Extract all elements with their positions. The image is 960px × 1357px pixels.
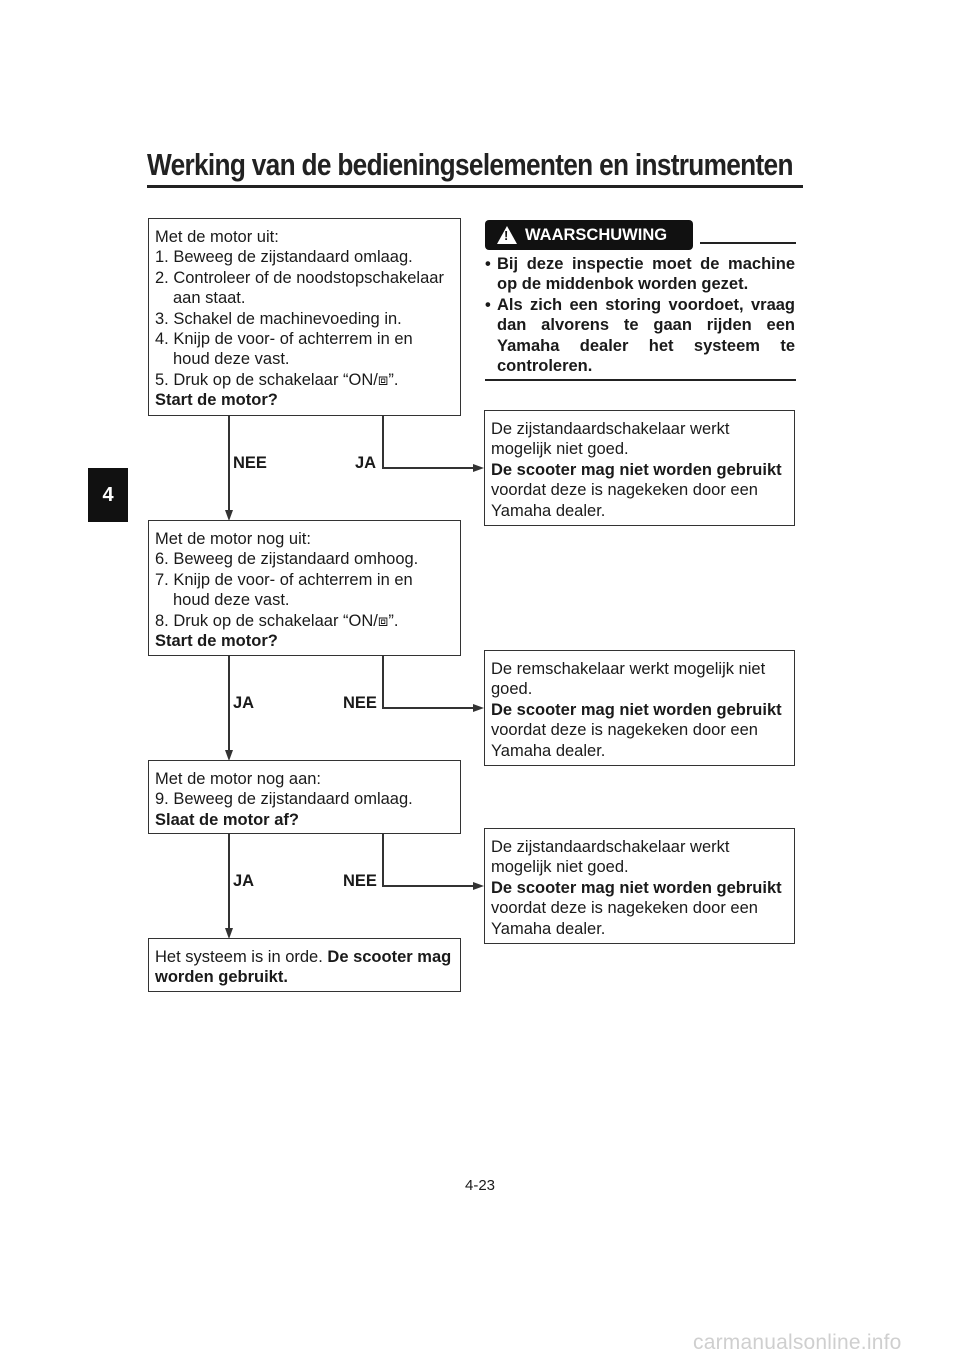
result1-line: Yamaha dealer. — [491, 501, 606, 520]
result1-line: voordat deze is nagekeken door een — [491, 481, 758, 500]
box4-bold2: worden gebruikt. — [155, 968, 288, 987]
warning-triangle-icon: ! — [497, 226, 517, 244]
label-nee-1: NEE — [233, 454, 267, 472]
box2-line: 7. Knijp de voor- of achterrem in en — [155, 570, 413, 589]
warning-rule-top — [700, 242, 796, 244]
box1-line: 4. Knijp de voor- of achterrem in en — [155, 330, 413, 349]
connector-no-2 — [382, 656, 384, 708]
arrow-right-icon — [473, 704, 484, 712]
result-box-2 — [484, 650, 795, 766]
box1-line: aan staat. — [173, 289, 246, 308]
connector-yes-1-h — [382, 467, 474, 469]
flow-box-step2 — [148, 520, 461, 656]
flow-box-final — [148, 938, 461, 992]
result2-line: De remschakelaar werkt mogelijk niet — [491, 660, 766, 678]
connector-yes-1 — [382, 416, 384, 468]
result-box-3 — [484, 828, 795, 944]
connector-yes-2 — [228, 656, 230, 754]
chapter-tab: 4 — [88, 468, 128, 522]
result1-line: mogelijk niet goed. — [491, 440, 629, 459]
connector-no-3-h — [382, 885, 474, 887]
warning-rule-bottom — [485, 379, 796, 381]
box4-bold1: De scooter mag — [327, 948, 452, 966]
result2-line: voordat deze is nagekeken door een — [491, 721, 758, 740]
label-ja-2: JA — [233, 694, 255, 712]
warning-item: • Bij deze inspectie moet de machine op de middenbok worden gezet. — [485, 255, 795, 294]
result3-line: Yamaha dealer. — [491, 919, 606, 938]
label-nee-3: NEE — [343, 872, 377, 890]
label-ja-3: JA — [233, 872, 255, 890]
page-title: Werking van de bedieningselementen en instrumenten — [147, 148, 793, 182]
flow-box-step1 — [148, 218, 461, 416]
result1-line: De zijstandaardschakelaar werkt — [491, 420, 730, 438]
arrow-right-icon — [473, 464, 484, 472]
result-box-1 — [484, 410, 795, 526]
box2-line: 8. Druk op de schakelaar “ON/⧈”. — [155, 611, 399, 630]
box1-line: 2. Controleer of de noodstopschakelaar — [155, 268, 444, 287]
box3-line: 9. Beweeg de zijstandaard omlaag. — [155, 790, 413, 809]
result3-line: voordat deze is nagekeken door een — [491, 899, 758, 918]
box3-question: Slaat de motor af? — [155, 810, 299, 829]
box1-line: 1. Beweeg de zijstandaard omlaag. — [155, 248, 413, 267]
warning-item: • Als zich een storing voordoet, vraag dan alvorens te gaan rijden een Yamaha dealer het systeem te controleren. — [485, 295, 795, 376]
box2-line: houd deze vast. — [173, 591, 290, 610]
box1-line: houd deze vast. — [173, 350, 290, 369]
box4-text: Het systeem is in orde. — [155, 948, 328, 966]
box2-line: Met de motor nog uit: — [155, 530, 311, 548]
connector-yes-3 — [228, 834, 230, 932]
connector-no-2-h — [382, 707, 474, 709]
box2-line: 6. Beweeg de zijstandaard omhoog. — [155, 550, 419, 569]
result2-line: Yamaha dealer. — [491, 741, 606, 760]
page-number: 4-23 — [464, 1177, 496, 1194]
result3-line: De zijstandaardschakelaar werkt — [491, 838, 730, 856]
arrow-right-icon — [473, 882, 484, 890]
box3-line: Met de motor nog aan: — [155, 770, 322, 788]
result2-bold: De scooter mag niet worden gebruikt — [491, 700, 782, 719]
result2-line: goed. — [491, 680, 533, 699]
label-nee-2: NEE — [343, 694, 377, 712]
warning-badge — [485, 220, 693, 250]
connector-no-3 — [382, 834, 384, 886]
box1-line: 3. Schakel de machinevoeding in. — [155, 309, 402, 328]
label-ja-1: JA — [355, 454, 377, 472]
watermark: carmanualsonline.info — [693, 1331, 902, 1354]
box1-line: 5. Druk op de schakelaar “ON/⧈”. — [155, 370, 399, 389]
connector-no-1 — [228, 416, 230, 514]
result1-bold: De scooter mag niet worden gebruikt — [491, 460, 782, 479]
box1-question: Start de motor? — [155, 391, 278, 410]
box1-line: Met de motor uit: — [155, 228, 279, 246]
result3-bold: De scooter mag niet worden gebruikt — [491, 878, 782, 897]
flow-box-step3 — [148, 760, 461, 834]
warning-list — [485, 254, 795, 376]
warning-label: WAARSCHUWING — [525, 225, 668, 244]
title-underline — [147, 185, 803, 188]
result3-line: mogelijk niet goed. — [491, 858, 629, 877]
box2-question: Start de motor? — [155, 632, 278, 651]
